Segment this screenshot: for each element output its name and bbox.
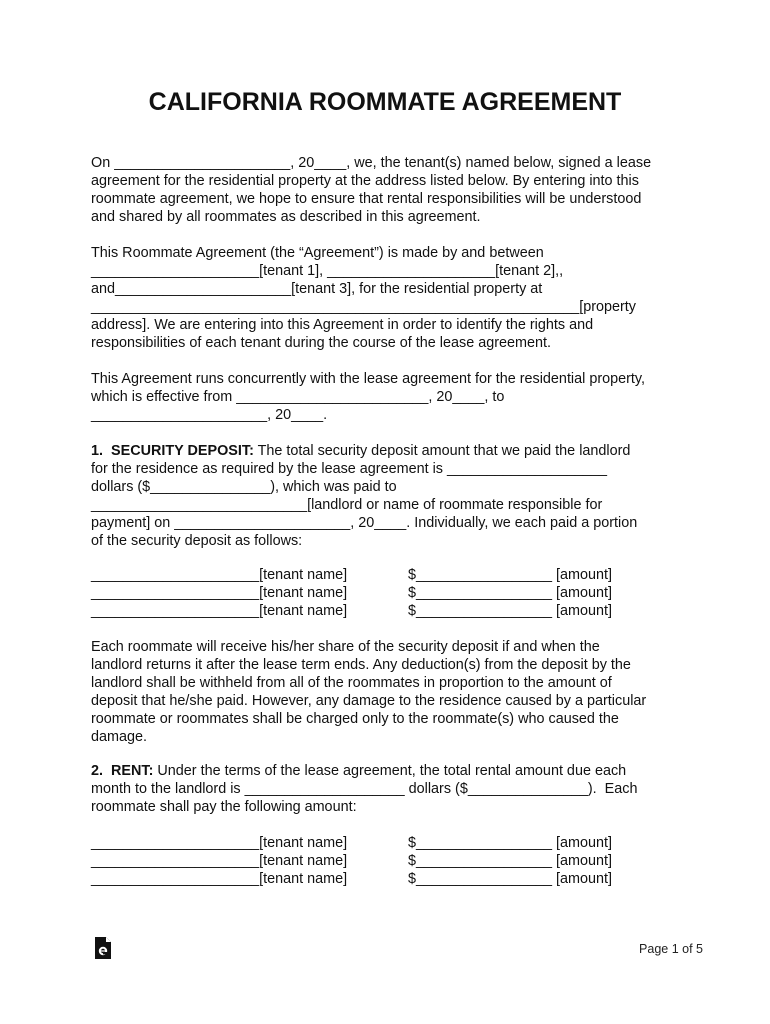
rent-row [91, 834, 651, 852]
tenant-name-field[interactable]: _____________________[tenant name] [91, 603, 348, 619]
security-deposit-line: dollars ($_______________), which was paid to [91, 479, 397, 495]
tenant-name-field[interactable]: _____________________[tenant name] [91, 567, 348, 583]
intro-line: On ______________________, 20____, we, the tenant(s) named below, signed a lease [91, 155, 652, 171]
amount-field[interactable]: $_________________ [amount] [408, 585, 613, 601]
intro-line: and shared by all roommates as described in this agreement. [91, 209, 481, 225]
rent-row [91, 852, 651, 870]
security-deposit-section [91, 442, 691, 550]
parties-line: address]. We are entering into this Agreement in order to identify the rights and [91, 317, 594, 333]
term-paragraph [91, 370, 691, 424]
security-deposit-heading: 1. SECURITY DEPOSIT: [91, 443, 254, 459]
parties-line: _____________________[tenant 1], _____________________[tenant 2],, [91, 263, 564, 279]
deposit-return-line: Each roommate will receive his/her share of the security deposit if and when the [91, 639, 600, 655]
deposit-return-line: landlord shall be withheld from all of the roommates in proportion to the amount of [91, 675, 612, 691]
amount-field[interactable]: $_________________ [amount] [408, 567, 613, 583]
deposit-return-line: damage. [91, 729, 148, 745]
parties-line: and______________________[tenant 3], for the residential property at [91, 281, 543, 297]
security-deposit-text: The total security deposit amount that we paid the landlord [253, 443, 631, 459]
rent-heading: 2. RENT: [91, 763, 154, 779]
amount-field[interactable]: $_________________ [amount] [408, 603, 613, 619]
deposit-row [91, 584, 651, 602]
deposit-return-paragraph [91, 638, 691, 746]
term-line: This Agreement runs concurrently with the lease agreement for the residential property, [91, 371, 646, 387]
security-deposit-line: for the residence as required by the lease agreement is ____________________ [91, 461, 608, 477]
deposit-table [91, 566, 651, 620]
amount-field[interactable]: $_________________ [amount] [408, 835, 613, 851]
rent-table [91, 834, 651, 888]
security-deposit-line: ___________________________[landlord or name of roommate responsible for [91, 497, 603, 513]
tenant-name-field[interactable]: _____________________[tenant name] [91, 835, 348, 851]
deposit-row [91, 602, 651, 620]
tenant-name-field[interactable]: _____________________[tenant name] [91, 585, 348, 601]
parties-line: responsibilities of each tenant during the course of the lease agreement. [91, 335, 551, 351]
rent-text: Under the terms of the lease agreement, the total rental amount due each [153, 763, 627, 779]
document-title: CALIFORNIA ROOMMATE AGREEMENT [148, 88, 622, 116]
rent-row [91, 870, 651, 888]
amount-field[interactable]: $_________________ [amount] [408, 871, 613, 887]
parties-line: _____________________________________________________________[property [91, 299, 636, 315]
deposit-return-line: deposit that he/she paid. However, any damage to the residence caused by a particular [91, 693, 647, 709]
deposit-return-line: landlord returns it after the lease term ends. Any deduction(s) from the deposit by the [91, 657, 631, 673]
security-deposit-line: payment] on ______________________, 20____. Individually, we each paid a portion [91, 515, 638, 531]
intro-line: roommate agreement, we hope to ensure that rental responsibilities will be understood [91, 191, 642, 207]
intro-line: agreement for the residential property at the address listed below. By entering into this [91, 173, 639, 189]
term-line: which is effective from ________________________, 20____, to [91, 389, 505, 405]
parties-line: This Roommate Agreement (the “Agreement”) is made by and between [91, 245, 544, 261]
term-line: ______________________, 20____. [91, 407, 328, 423]
deposit-return-line: roommate or roommates shall be charged only to the roommate(s) who caused the [91, 711, 619, 727]
rent-line: month to the landlord is ____________________ dollars ($_______________). Each [91, 781, 638, 797]
tenant-name-field[interactable]: _____________________[tenant name] [91, 853, 348, 869]
deposit-row [91, 566, 651, 584]
rent-line: roommate shall pay the following amount: [91, 799, 357, 815]
eforms-logo-icon [93, 936, 113, 960]
parties-paragraph [91, 244, 691, 352]
tenant-name-field[interactable]: _____________________[tenant name] [91, 871, 348, 887]
security-deposit-line: of the security deposit as follows: [91, 533, 303, 549]
page-number: Page 1 of 5 [639, 942, 703, 956]
amount-field[interactable]: $_________________ [amount] [408, 853, 613, 869]
rent-section [91, 762, 691, 816]
intro-paragraph [91, 154, 691, 226]
